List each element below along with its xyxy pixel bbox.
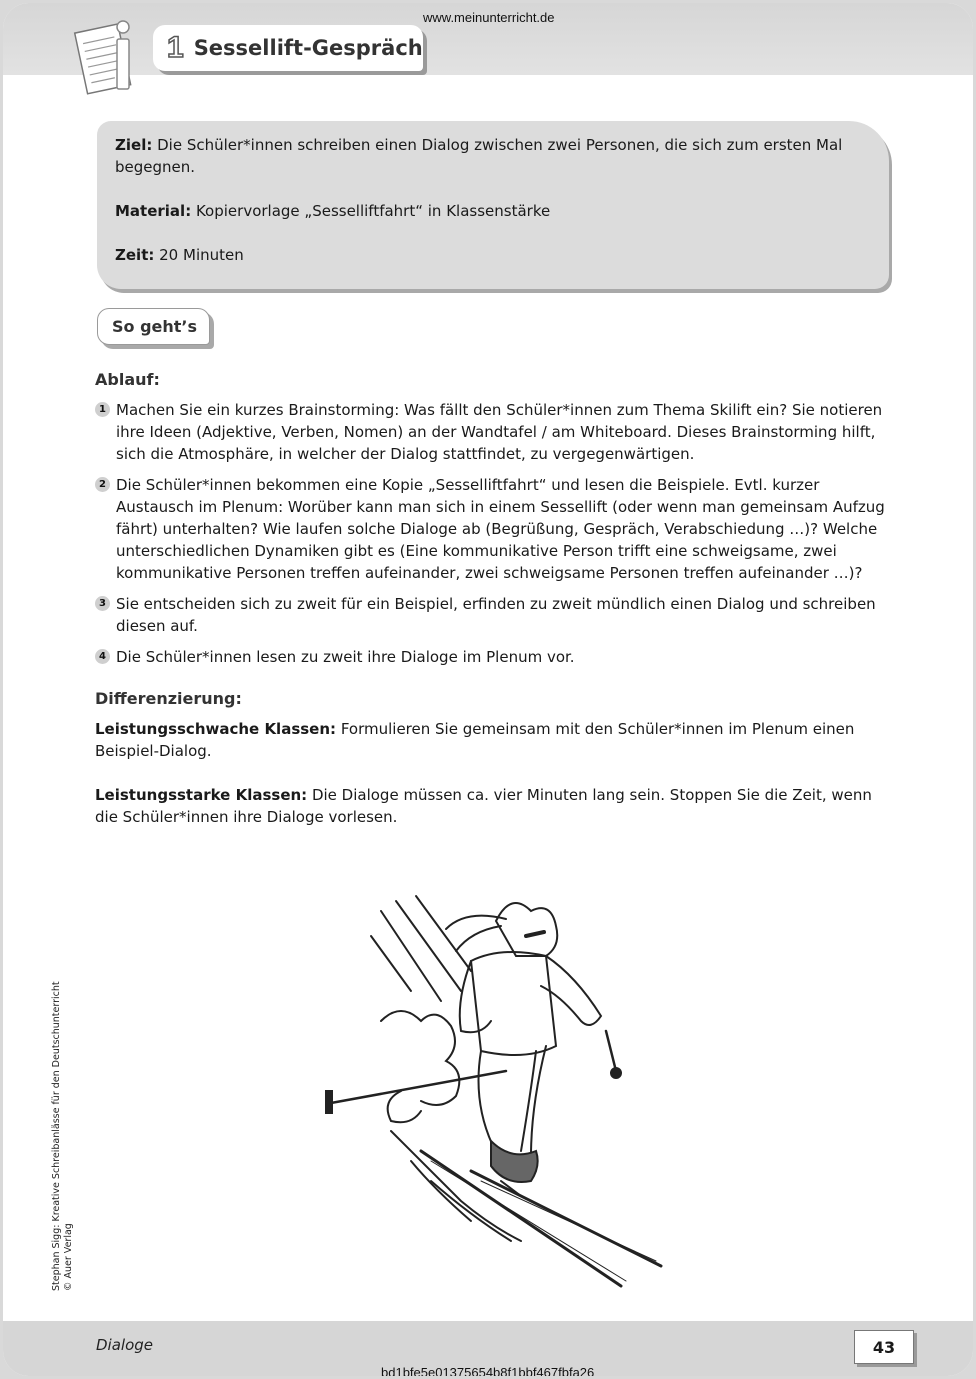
goal-text: Die Schüler*innen schreiben einen Dialog zwischen zwei Personen, die sich zum ersten Mal begegnen. [115,136,843,176]
document-hash: bd1bfe5e01375654b8f1bbf467fbfa26 [381,1365,595,1376]
material-text: Kopiervorlage „Sesselliftfahrt“ in Klassenstärke [191,202,551,220]
list-item [95,593,885,637]
time-label: Zeit: [115,246,155,264]
step-number: 3 [95,596,110,611]
credit-publisher: © Auer Verlag [63,1223,74,1291]
document-icon [71,15,143,105]
title-tab [153,25,423,71]
list-item [95,646,885,668]
step-number: 2 [95,477,110,492]
strong-classes-paragraph [95,784,885,828]
info-box [97,121,889,289]
step-text: Die Schüler*innen lesen zu zweit ihre Dialoge im Plenum vor. [116,648,575,666]
list-item [95,399,885,465]
skier-illustration [321,891,666,1291]
time-text: 20 Minuten [154,246,244,264]
strong-classes-text: Die Dialoge müssen ca. vier Minuten lang sein. Stoppen Sie die Zeit, wenn die Schüler*innen ihre Dialoge vorlesen. [95,786,872,826]
step-text: Die Schüler*innen bekommen eine Kopie „Sesselliftfahrt“ und lesen die Beispiele. Evtl. kurzer Austausch im Plenum: Worüber kann man sich in einem Sessellift (oder wenn man gemeinsam Aufzug fährt) unterhalten? Wie laufen solche Dialoge ab (Begrüßung, Gespräch, Verabschiedung …)? Welche unterschiedlichen Dynamiken gibt es (Eine kommunikative Person trifft eine schweigsame, zwei kommunikative Personen treffen aufeinander, zwei schweigsame Personen treffen aufeinander …)? [116,476,885,582]
worksheet-page [3,3,973,1376]
step-number: 4 [95,649,110,664]
material-label: Material: [115,202,192,220]
weak-classes-paragraph [95,718,885,762]
goal-label: Ziel: [115,136,153,154]
step-text: Sie entscheiden sich zu zweit für ein Beispiel, erfinden zu zweit mündlich einen Dialog und schreiben diesen auf. [116,595,876,635]
goal-line [115,134,871,178]
step-text: Machen Sie ein kurzes Brainstorming: Was fällt den Schüler*innen zum Thema Skilift ein? Sie notieren ihre Ideen (Adjektive, Verben, Nomen) an der Wandtafel / am Whiteboard. Dieses Brainstorming hilft, sich die Atmosphäre, in welcher der Dialog stattfindet, zu vergegenwärtigen. [116,401,883,463]
list-item [95,474,885,584]
page-title: Sessellift-Gespräch [193,36,423,60]
howto-tab: So geht’s [97,308,210,345]
differentiation-heading: Differenzierung: [95,689,242,708]
time-line [115,244,871,266]
step-number: 1 [95,402,110,417]
weak-classes-text: Formulieren Sie gemeinsam mit den Schüler*innen im Plenum einen Beispiel-Dialog. [95,720,855,760]
material-line [115,200,871,222]
main-content [95,369,885,850]
side-credit [51,971,75,1291]
credit-author: Stephan Sigg: Kreative Schreibanlässe für den Deutschunterricht [51,981,62,1291]
footer-section-label: Dialoge [96,1336,154,1354]
weak-classes-label: Leistungsschwache Klassen: [95,720,337,738]
strong-classes-label: Leistungsstarke Klassen: [95,786,308,804]
page-number: 43 [854,1330,914,1364]
chapter-number: 1 [167,31,184,64]
website-url[interactable]: www.meinunterricht.de [423,10,555,25]
procedure-heading: Ablauf: [95,370,160,389]
